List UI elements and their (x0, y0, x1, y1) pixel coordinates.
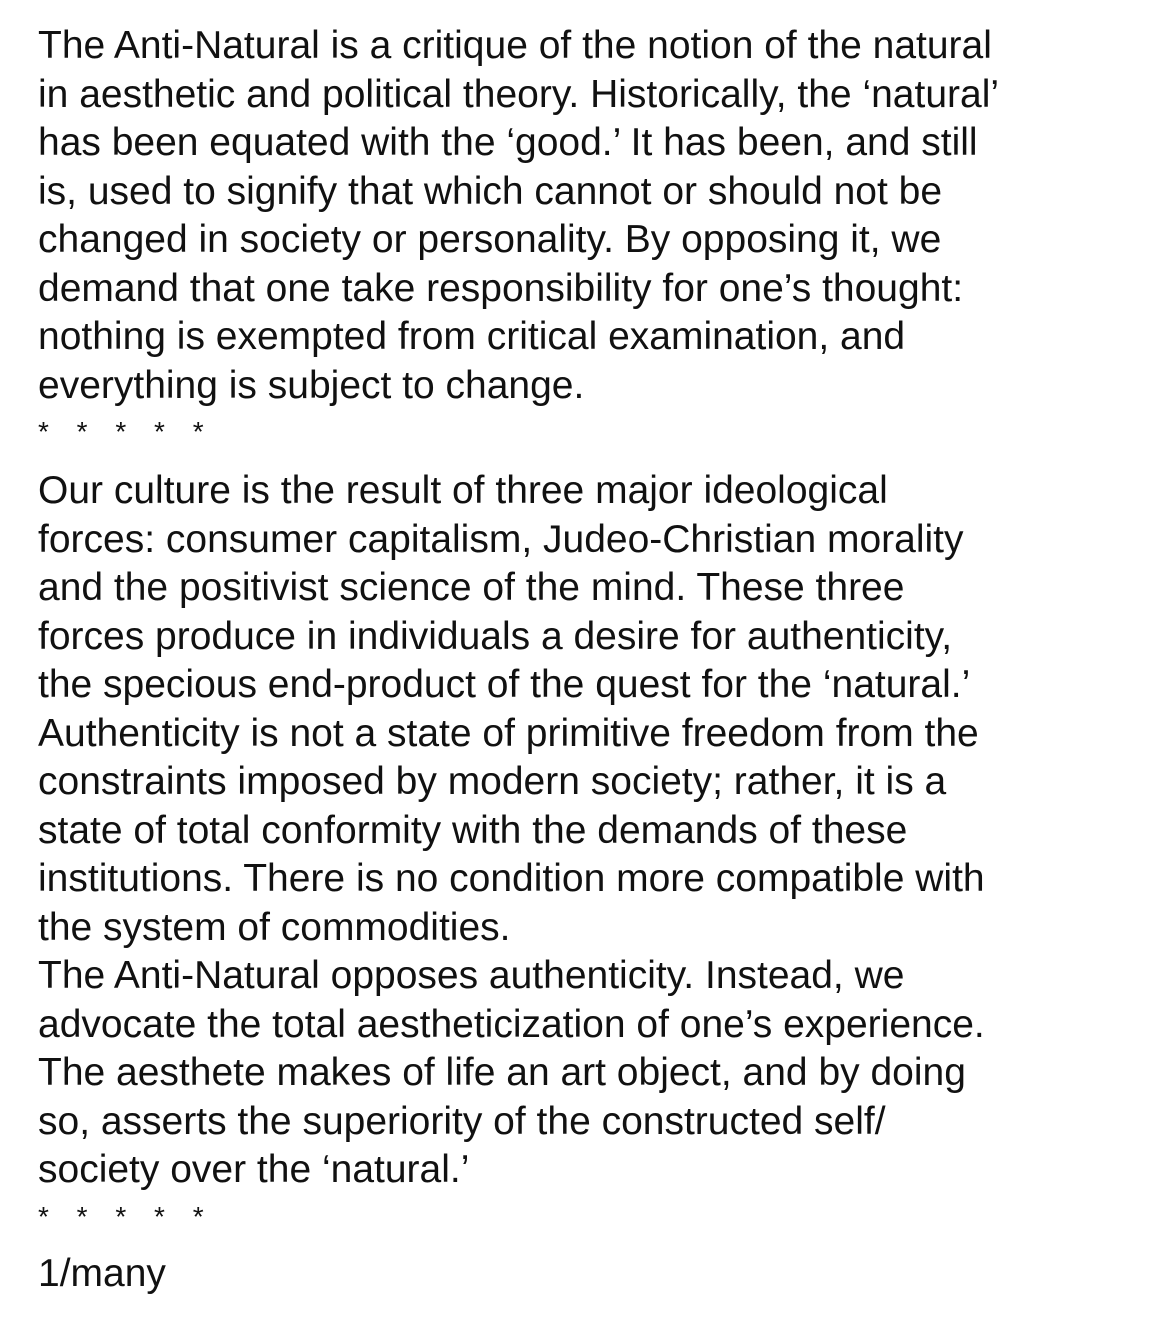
text-line: everything is subject to change. (38, 363, 585, 407)
text-line: the system of commodities. (38, 905, 511, 949)
text-line: Authenticity is not a state of primitive freedom from the (38, 711, 979, 755)
text-line: The Anti-Natural opposes authenticity. Instead, we (38, 954, 905, 997)
text-line: so, asserts the superiority of the constructed self/ (38, 1099, 886, 1143)
text-line: state of total conformity with the demands of these (38, 808, 908, 852)
text-line: in aesthetic and political theory. Historically, the ‘natural’ (38, 72, 1000, 116)
text-line: The aesthete makes of life an art object, and by doing (38, 1051, 966, 1094)
section-separator: * * * * * (38, 416, 214, 447)
text-line: constraints imposed by modern society; rather, it is a (38, 760, 947, 803)
text-line: society over the ‘natural.’ (38, 1148, 470, 1191)
text-line: changed in society or personality. By opposing it, we (38, 218, 942, 261)
text-line: advocate the total aestheticization of one’s experience. (38, 1002, 985, 1046)
paragraph-culture (38, 467, 1148, 952)
text-line: forces produce in individuals a desire for authenticity, (38, 614, 953, 658)
page-counter (38, 1250, 1148, 1299)
text-line: The Anti-Natural is a critique of the notion of the natural (38, 24, 992, 67)
paragraph-authenticity (38, 952, 1148, 1195)
page-counter-text: 1/many (38, 1252, 166, 1295)
paragraph-intro (38, 22, 1148, 410)
text-line: Our culture is the result of three major ideological (38, 469, 888, 512)
text-line: and the positivist science of the mind. These three (38, 566, 905, 609)
section-separator: * * * * * (38, 1201, 214, 1232)
text-line: forces: consumer capitalism, Judeo-Christian morality (38, 517, 964, 561)
text-line: demand that one take responsibility for one’s thought: (38, 266, 964, 310)
text-line: institutions. There is no condition more compatible with (38, 857, 985, 900)
text-line: nothing is exempted from critical examination, and (38, 315, 906, 358)
text-line: the specious end-product of the quest for the ‘natural.’ (38, 663, 971, 706)
text-line: is, used to signify that which cannot or should not be (38, 169, 943, 213)
text-line: has been equated with the ‘good.’ It has been, and still (38, 121, 978, 164)
